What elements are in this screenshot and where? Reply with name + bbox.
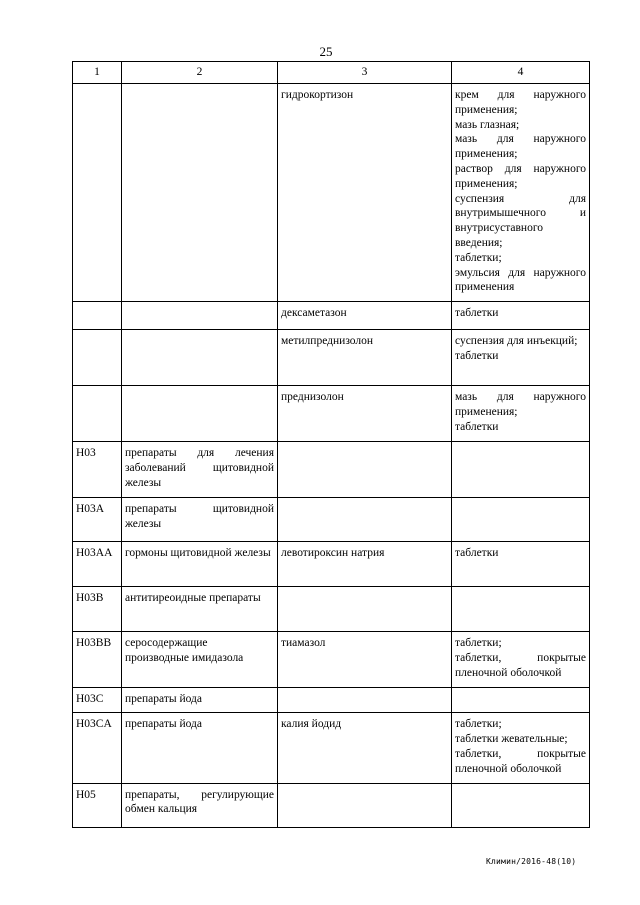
table-row (73, 587, 590, 632)
dosage-forms-cell (452, 330, 590, 386)
table-row (73, 386, 590, 442)
drug-name-cell: преднизолон (278, 386, 452, 442)
anatomical-group-cell: серосодержащие производные имидазола (122, 632, 278, 687)
anatomical-group-cell (122, 302, 278, 330)
column-header-1: 1 (73, 62, 122, 84)
dosage-form-item: таблетки; (455, 251, 502, 264)
dosage-form-item: таблетки (455, 307, 499, 320)
atc-code-cell: H03A (73, 498, 122, 542)
anatomical-group-cell: препараты йода (122, 687, 278, 713)
anatomical-group-cell (122, 386, 278, 442)
dosage-form-item: таблетки, покрытые пленочной оболочкой (455, 651, 586, 679)
column-header-4: 4 (452, 62, 590, 84)
table-row (73, 713, 590, 783)
drug-table (72, 61, 590, 828)
dosage-forms-cell (452, 587, 590, 632)
table-row (73, 632, 590, 687)
drug-name-cell: дексаметазон (278, 302, 452, 330)
table-row (73, 330, 590, 386)
dosage-forms-cell (452, 542, 590, 587)
dosage-form-item: таблетки (455, 420, 499, 433)
anatomical-group-cell: препараты для лечения заболеваний щитовидной железы (122, 442, 278, 498)
drug-name-cell (278, 442, 452, 498)
drug-name-cell (278, 498, 452, 542)
table-body (73, 84, 590, 828)
dosage-forms-cell (452, 442, 590, 498)
atc-code-cell (73, 330, 122, 386)
anatomical-group-cell (122, 84, 278, 302)
table-header-row (73, 62, 590, 84)
anatomical-group-cell: препараты, регулирующие обмен кальция (122, 783, 278, 827)
dosage-form-item: суспензия для внутримышечного и внутрисуставного введения; (455, 192, 586, 249)
anatomical-group-cell: антитиреоидные препараты (122, 587, 278, 632)
table-row (73, 687, 590, 713)
column-header-2: 2 (122, 62, 278, 84)
anatomical-group-cell: гормоны щитовидной железы (122, 542, 278, 587)
dosage-form-item: таблетки; (455, 718, 502, 731)
atc-code-cell: H03AA (73, 542, 122, 587)
dosage-forms-cell (452, 498, 590, 542)
atc-code-cell: H03CA (73, 713, 122, 783)
dosage-form-item: суспензия для инъекций; (455, 335, 578, 348)
anatomical-group-cell: препараты йода (122, 713, 278, 783)
dosage-forms-cell (452, 687, 590, 713)
drug-name-cell (278, 687, 452, 713)
dosage-form-item: таблетки (455, 349, 499, 362)
dosage-forms-cell (452, 386, 590, 442)
dosage-form-item: таблетки, покрытые пленочной оболочкой (455, 747, 586, 775)
table-row (73, 542, 590, 587)
dosage-form-item: мазь глазная; (455, 118, 520, 131)
drug-name-cell: калия йодид (278, 713, 452, 783)
table-row (73, 84, 590, 302)
atc-code-cell: H03 (73, 442, 122, 498)
atc-code-cell (73, 386, 122, 442)
atc-code-cell: H03B (73, 587, 122, 632)
dosage-form-item: крем для наружного применения; (455, 89, 586, 116)
dosage-forms-cell (452, 713, 590, 783)
anatomical-group-cell: препараты щитовидной железы (122, 498, 278, 542)
drug-name-cell: тиамазол (278, 632, 452, 687)
drug-name-cell: левотироксин натрия (278, 542, 452, 587)
drug-name-cell: гидрокортизон (278, 84, 452, 302)
dosage-forms-cell (452, 632, 590, 687)
dosage-form-item: таблетки; (455, 637, 502, 650)
dosage-forms-cell (452, 84, 590, 302)
atc-code-cell: H03BB (73, 632, 122, 687)
footer-document-code: Климин/2016-48(10) (486, 857, 577, 866)
atc-code-cell (73, 302, 122, 330)
table-row (73, 442, 590, 498)
dosage-form-item: мазь для наружного применения; (455, 391, 586, 418)
column-header-3: 3 (278, 62, 452, 84)
dosage-form-item: таблетки жевательные; (455, 733, 568, 746)
drug-name-cell (278, 783, 452, 827)
anatomical-group-cell (122, 330, 278, 386)
atc-code-cell: H05 (73, 783, 122, 827)
dosage-form-item: раствор для наружного применения; (455, 162, 586, 190)
table-row (73, 498, 590, 542)
drug-name-cell (278, 587, 452, 632)
table-row (73, 783, 590, 827)
dosage-form-item: таблетки (455, 547, 499, 560)
atc-code-cell: H03C (73, 687, 122, 713)
dosage-form-item: эмульсия для наружного применения (455, 266, 586, 294)
dosage-forms-cell (452, 783, 590, 827)
dosage-forms-cell (452, 302, 590, 330)
table-row (73, 302, 590, 330)
dosage-form-item: мазь для наружного применения; (455, 133, 586, 161)
page-number: 25 (319, 44, 333, 59)
drug-name-cell: метилпреднизолон (278, 330, 452, 386)
atc-code-cell (73, 84, 122, 302)
